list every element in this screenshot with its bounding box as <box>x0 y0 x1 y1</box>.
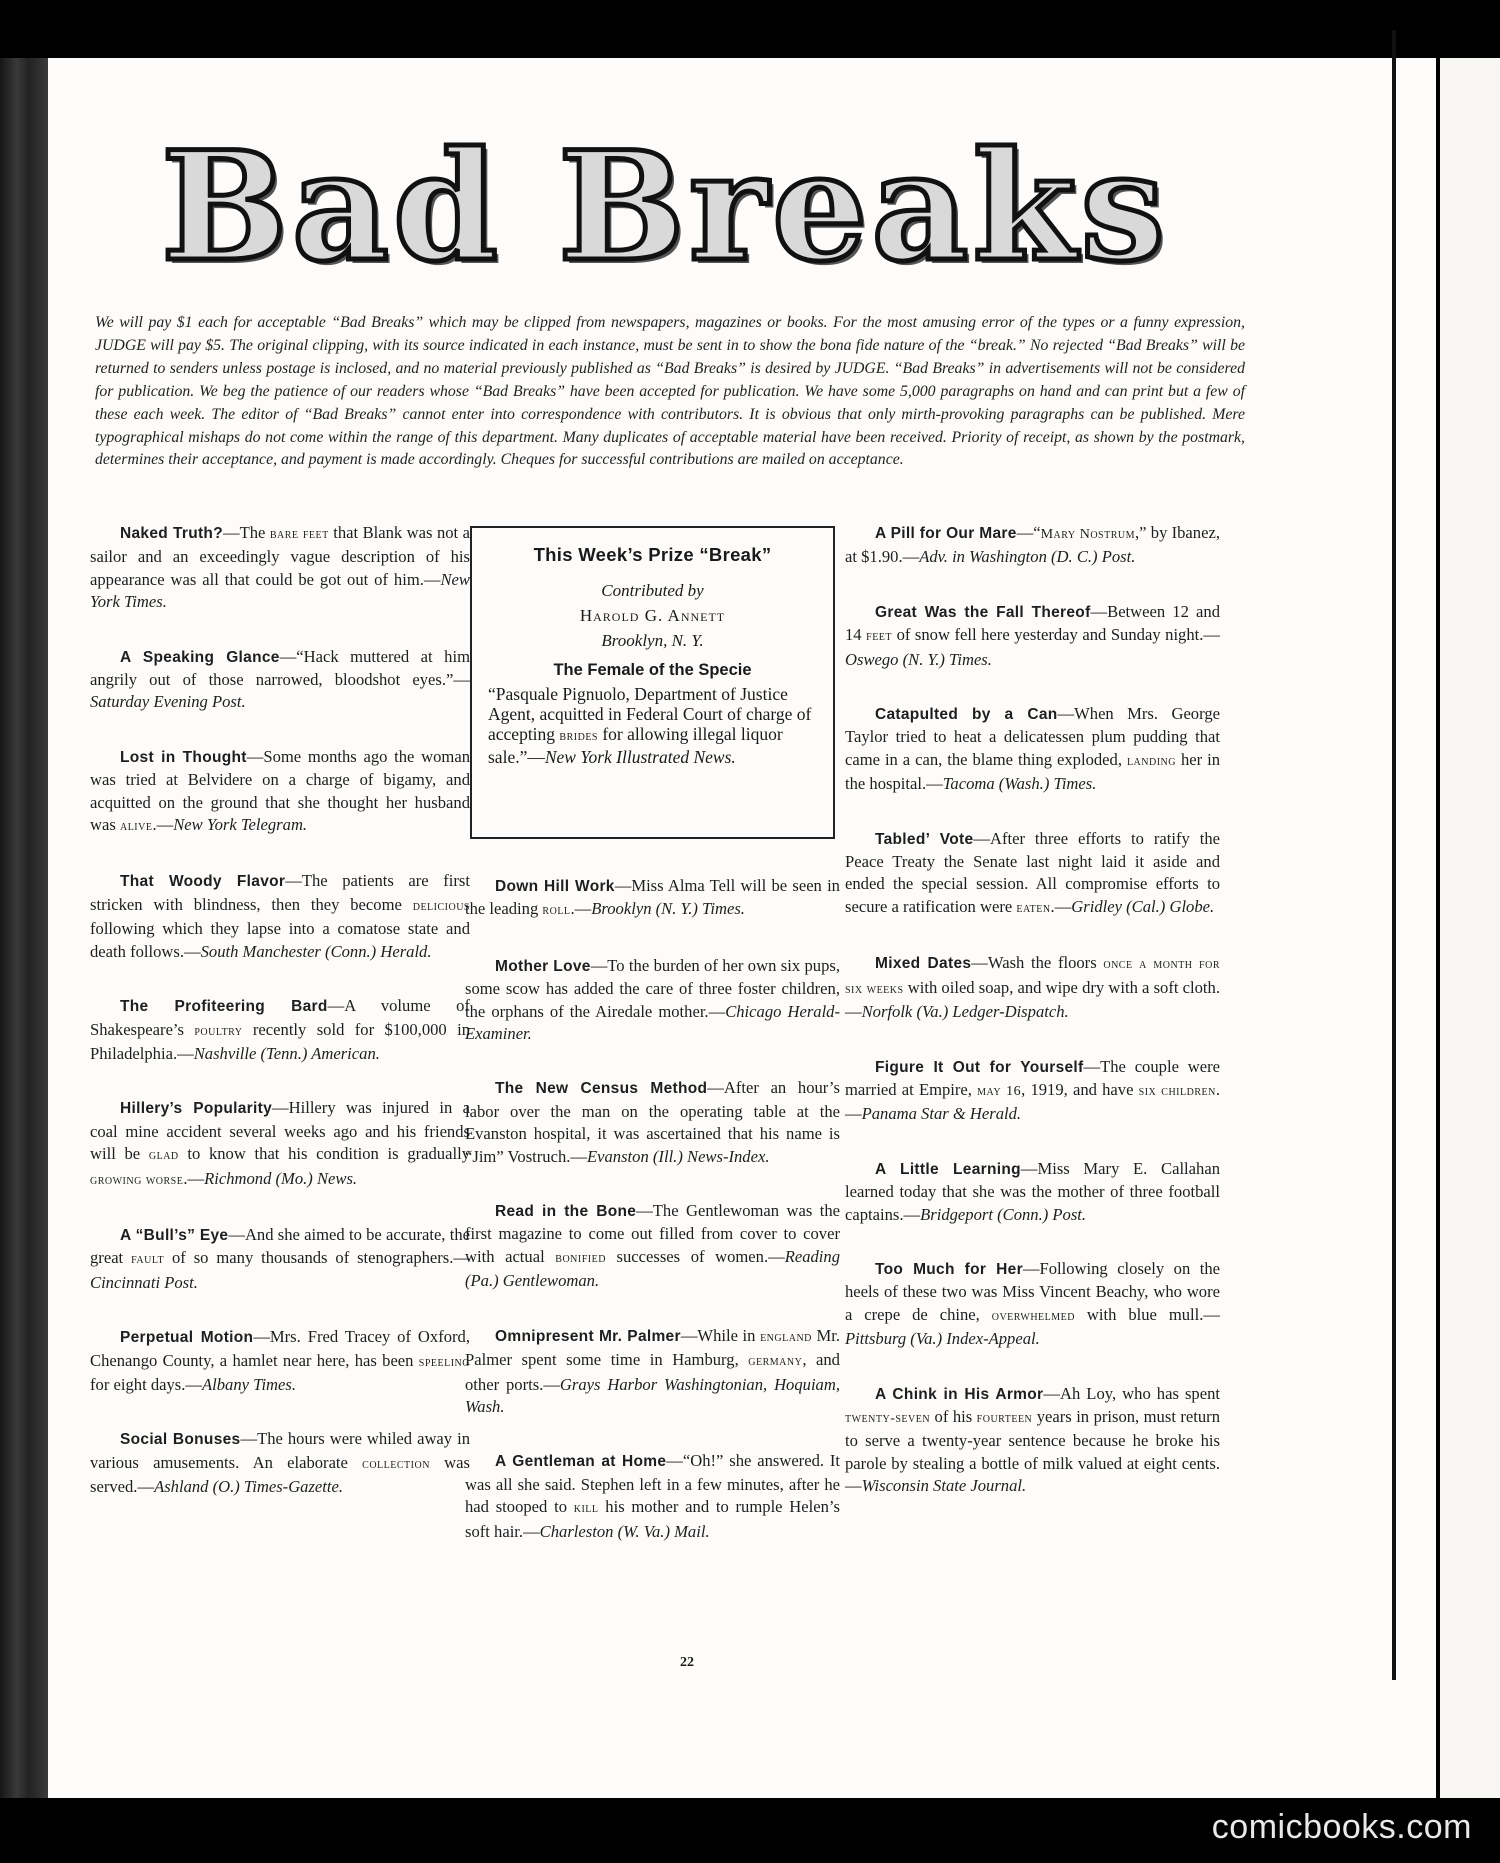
break-item-text: —While in <box>680 1325 761 1345</box>
break-item-text: —Some months ago the woman was tried at Belvidere on a charge of bigamy, and acquitted on the ground that she thought her husband was <box>90 746 471 835</box>
prize-contributor-place: Brooklyn, N. Y. <box>601 631 704 650</box>
break-item-emphasis: england <box>760 1329 812 1345</box>
break-item-text: .— <box>152 815 174 835</box>
break-item-text: .— <box>570 899 592 919</box>
column-left <box>90 522 470 1531</box>
break-item <box>465 1077 840 1168</box>
break-item-text: —A volume of Shakespeare’s <box>90 996 470 1039</box>
break-item-title: Lost in Thought <box>120 748 247 766</box>
break-item-title: Mother Love <box>495 957 591 975</box>
break-item-title: Figure It Out for Yourself <box>875 1058 1084 1076</box>
break-item-source: Richmond (Mo.) News. <box>204 1168 358 1188</box>
break-item-source: New York Telegram. <box>173 815 308 835</box>
break-item-emphasis: twenty-seven <box>845 1410 931 1426</box>
break-item-text: of so many thousands of stenographers.— <box>164 1248 471 1268</box>
break-item-source: Tacoma (Wash.) Times. <box>942 774 1097 794</box>
break-item-title: A Pill for Our Mare <box>875 525 1017 542</box>
break-item-text: —“Oh!” she answered. It was all she said. Stephen left in a few minutes, after he had stooped to <box>465 1451 841 1517</box>
break-item-source: Cincinnati Post. <box>90 1272 198 1292</box>
break-item-title: A Little Learning <box>875 1160 1021 1178</box>
break-item-title: A “Bull’s” Eye <box>120 1226 229 1244</box>
break-item-title: A Gentleman at Home <box>495 1453 667 1471</box>
break-item-text: —The couple were married at Empire, <box>845 1056 1220 1099</box>
prize-quote-emphasis: brides <box>559 729 598 744</box>
break-item-emphasis: bare feet <box>269 527 329 542</box>
break-item-text: ,” by Ibanez, at $1.90.— <box>845 523 1220 567</box>
break-item-text: her in the hospital.— <box>845 749 1220 794</box>
break-item-title: Tabled’ Vote <box>875 830 974 848</box>
break-item-title: That Woody Flavor <box>120 873 286 891</box>
break-item-text: —Hillery was injured in a coal mine accident several weeks ago and his friends will be <box>90 1098 470 1164</box>
break-item <box>845 703 1220 796</box>
break-item-text: for eight days.— <box>90 1374 202 1394</box>
break-item-title: Omnipresent Mr. Palmer <box>495 1327 681 1345</box>
break-item-text: —When Mrs. George Taylor tried to heat a delicatessen plum pudding that came in a can, the blame thing exploded, <box>845 704 1220 769</box>
break-item-text: was served.— <box>90 1452 470 1497</box>
break-item-source: Evanston (Ill.) News-Index. <box>587 1146 770 1166</box>
break-item-text: —Between 12 and 14 <box>845 601 1220 645</box>
break-item-text: —Miss Alma Tell will be seen in the leading <box>465 876 840 919</box>
break-item <box>845 1056 1220 1126</box>
break-item-source: Saturday Evening Post. <box>90 692 246 712</box>
prize-item-title: The Female of the Specie <box>553 661 752 679</box>
break-item <box>845 1158 1220 1226</box>
break-item-text: .— <box>1050 896 1072 916</box>
break-item-title: Mixed Dates <box>875 955 972 973</box>
break-item-text: —Following closely on the heels of these two was Miss Vincent Beachy, who wore a crepe de chine, <box>845 1258 1220 1324</box>
break-item-text: to know that his condition is gradually <box>178 1144 470 1164</box>
break-item-text: —Wash the floors <box>971 953 1104 973</box>
break-item <box>90 1097 470 1192</box>
break-item-source: New York Times. <box>90 569 470 612</box>
break-item-title: Catapulted by a Can <box>875 706 1058 724</box>
adjacent-page-edge <box>1440 58 1500 1798</box>
break-item-emphasis: growing worse <box>90 1172 184 1188</box>
break-item <box>90 522 470 614</box>
page-fold-line <box>1392 30 1396 1680</box>
break-item <box>465 875 840 923</box>
break-item-source: Pittsburg (Va.) Index-Appeal. <box>845 1329 1040 1349</box>
prize-contributed-label: Contributed by <box>601 581 704 600</box>
prize-quote-source: New York Illustrated News. <box>544 747 736 767</box>
break-item <box>90 1428 470 1498</box>
intro-notice: We will pay $1 each for acceptable “Bad Breaks” which may be clipped from newspapers, magazines or books. For the most amusing error of the types or a funny expression, JUDGE will pay $5. The original clipping, with its source indicated in each instance, must be sent in to show the bona fide nature of the “break.” No rejected “Bad Breaks” will be returned to senders unless postage is inclosed, and no material previously published as “Bad Breaks” is desired by JUDGE. “Bad Breaks” in advertisements will not be considered for publication. We beg the patience of our readers whose “Bad Breaks” have been accepted for publication. We have some 5,000 paragraphs on hand and can print but a few of these each week. The editor of “Bad Breaks” cannot enter into correspondence with contributors. It is obvious that only mirth-provoking paragraphs can be published. Mere typographical mishaps do not come within the range of this department. Many duplicates of acceptable material have been received. Priority of receipt, as shown by the postmark, determines their acceptance, and payment is made accordingly. Cheques for successful contributions are mailed on acceptance. <box>95 314 1245 469</box>
break-item-emphasis: fourteen <box>976 1410 1033 1426</box>
break-item-emphasis: roll <box>542 903 571 919</box>
break-item-source: Wisconsin State Journal. <box>861 1476 1027 1496</box>
break-item-source: South Manchester (Conn.) Herald. <box>200 941 432 961</box>
break-item-emphasis: feet <box>866 629 893 645</box>
break-item-text: , and other ports.— <box>465 1350 840 1394</box>
break-item-title: Read in the Bone <box>495 1203 637 1221</box>
break-item-source: Bridgeport (Conn.) Post. <box>920 1204 1087 1224</box>
break-item-source: Charleston (W. Va.) Mail. <box>539 1521 710 1541</box>
break-item <box>90 995 470 1065</box>
break-item-text: —“Hack muttered at him angrily out of those narrowed, bloodshot eyes.”— <box>90 646 470 690</box>
column-right <box>845 522 1220 1530</box>
break-item-emphasis: alive <box>119 819 153 835</box>
break-item-text: successes of women.— <box>605 1246 785 1266</box>
break-item-emphasis: once a month for six weeks <box>845 957 1221 997</box>
break-item <box>465 1325 840 1419</box>
break-item <box>90 870 470 963</box>
break-item-source: Reading (Pa.) Gentlewoman. <box>465 1246 840 1291</box>
prize-heading: This Week’s Prize “Break” <box>533 544 772 565</box>
break-item-text: of snow fell here yesterday and Sunday night.— <box>892 625 1220 645</box>
break-item-source: Gridley (Cal.) Globe. <box>1071 896 1215 916</box>
break-item-title: Too Much for Her <box>875 1260 1023 1278</box>
break-item-title: Perpetual Motion <box>120 1329 254 1347</box>
break-item-source: Brooklyn (N. Y.) Times. <box>591 899 745 919</box>
break-item <box>90 1326 470 1396</box>
break-item-title: Great Was the Fall Thereof <box>875 603 1091 621</box>
break-item-emphasis: bonified <box>555 1250 606 1266</box>
break-item-emphasis: six children <box>1138 1083 1216 1099</box>
masthead-title: Bad Breaks <box>161 119 1169 295</box>
break-item-title: Social Bonuses <box>120 1431 241 1449</box>
site-watermark: comicbooks.com <box>1211 1808 1472 1846</box>
prize-contributor-name: Harold G. Annett <box>579 606 726 625</box>
break-item-emphasis: overwhelmed <box>991 1308 1075 1324</box>
break-item-emphasis: eaten <box>1016 900 1051 916</box>
break-item-title: A Chink in His Armor <box>875 1385 1044 1403</box>
break-item-text: years in prison, must return to serve a twenty-year sentence because he broke his parole by stealing a bottle of milk valued at eight cents.— <box>845 1406 1220 1496</box>
break-item-source: Ashland (O.) Times-Gazette. <box>154 1477 344 1497</box>
break-item-text: —To the burden of her own six pups, some scow has added the care of three foster children, the orphans of the Airedale mother.— <box>465 955 840 1021</box>
break-item-text: —After three efforts to ratify the Peace Treaty the Senate last night laid it aside and ended the special session. All compromise efforts to secure a ratification were <box>845 828 1220 916</box>
column-middle <box>465 875 840 1575</box>
break-item-emphasis: kill <box>573 1501 599 1517</box>
break-item-emphasis: landing <box>1126 753 1176 769</box>
break-item-text: that Blank was not a sailor and an exceedingly vague description of his appearance was all that could be got out of him.— <box>90 523 471 589</box>
break-item-text: Mr. Palmer spent some time in Hamburg, <box>465 1325 840 1370</box>
break-item-emphasis: germany <box>748 1354 803 1370</box>
break-item <box>465 1450 840 1543</box>
page-number: 22 <box>680 1655 694 1670</box>
break-item <box>465 1200 840 1293</box>
break-item <box>845 522 1220 569</box>
break-item <box>90 646 470 714</box>
break-item-source: Nashville (Tenn.) American. <box>193 1043 380 1063</box>
break-item-source: Chicago Herald-Examiner. <box>465 1001 841 1044</box>
break-item-text: —Miss Mary E. Callahan learned today that she was the mother of three football captains.— <box>845 1158 1220 1224</box>
break-item-source: Oswego (N. Y.) Times. <box>845 649 992 669</box>
break-item-text: .— <box>845 1079 1221 1124</box>
break-item <box>845 601 1220 671</box>
break-item-emphasis: Mary Nostrum <box>1040 527 1135 542</box>
prize-break-box <box>470 526 835 839</box>
break-item-text: —The patients are first stricken with blindness, then they become <box>90 871 470 914</box>
break-item-title: A Speaking Glance <box>120 648 280 666</box>
break-item <box>90 746 470 839</box>
break-item-emphasis: delicious <box>412 898 470 914</box>
break-item <box>845 828 1220 921</box>
break-item-emphasis: glad <box>148 1148 179 1164</box>
prize-quote <box>488 684 817 767</box>
break-item-text: , 1919, and have <box>1021 1079 1139 1099</box>
break-item-text: .— <box>183 1168 205 1188</box>
break-item-title: Naked Truth? <box>120 525 223 542</box>
break-item-text: —Ah Loy, who has spent <box>1043 1383 1220 1403</box>
break-item-text: with blue mull.— <box>1075 1304 1220 1324</box>
break-item <box>845 1383 1220 1498</box>
break-item <box>845 952 1220 1023</box>
break-item-emphasis: poultry <box>194 1023 243 1039</box>
break-item-source: Grays Harbor Washingtonian, Hoquiam, Wash. <box>465 1374 840 1416</box>
prize-quote-part: for allowing illegal liquor sale.”— <box>488 724 783 767</box>
prize-quote-part: “Pasquale Pignuolo, Department of Justice Agent, acquitted in Federal Court of charge of accepting <box>488 684 812 744</box>
break-item-text: —The <box>222 523 270 542</box>
break-item-source: Panama Star & Herald. <box>861 1104 1022 1124</box>
break-item-title: The New Census Method <box>495 1080 708 1098</box>
break-item <box>90 1224 470 1294</box>
break-item-text: —The hours were whiled away in various amusements. An elaborate <box>90 1429 470 1472</box>
break-item-text: his mother and to rumple Helen’s soft hair.— <box>465 1497 840 1541</box>
break-item-emphasis: fault <box>131 1252 165 1268</box>
left-binding-edge <box>0 58 48 1798</box>
break-item-source: Norfolk (Va.) Ledger-Dispatch. <box>861 1002 1069 1022</box>
break-item-title: The Profiteering Bard <box>120 998 328 1016</box>
break-item-text: —Mrs. Fred Tracey of Oxford, Chenango County, a hamlet near here, has been <box>90 1327 470 1370</box>
break-item-source: Albany Times. <box>201 1374 297 1394</box>
break-item-text: —The Gentlewoman was the first magazine to come out filled from cover to cover with actual <box>465 1201 840 1266</box>
break-item-emphasis: may 16 <box>977 1083 1022 1099</box>
break-item <box>465 955 840 1046</box>
break-item-text: —And she aimed to be accurate, the great <box>90 1224 470 1268</box>
break-item-text: —After an hour’s labor over the man on the operating table at the Evanston hospital, it was ascertained that his name is “Jim” Vostruch.— <box>465 1078 840 1166</box>
break-item-source: Adv. in Washington (D. C.) Post. <box>919 547 1136 567</box>
break-item-emphasis: speeling <box>418 1354 470 1370</box>
break-item-text: with oiled soap, and wipe dry with a soft cloth.— <box>845 977 1220 1022</box>
break-item-text: —“ <box>1016 523 1041 542</box>
break-item-emphasis: collection <box>362 1456 430 1472</box>
break-item-title: Hillery’s Popularity <box>120 1100 273 1118</box>
break-item-text: recently sold for $100,000 in Philadelphia.— <box>90 1019 470 1063</box>
break-item-text: following which they lapse into a comatose state and death follows.— <box>90 919 470 961</box>
break-item <box>845 1258 1220 1351</box>
break-item-text: of his <box>930 1406 977 1426</box>
break-item-title: Down Hill Work <box>495 878 615 895</box>
